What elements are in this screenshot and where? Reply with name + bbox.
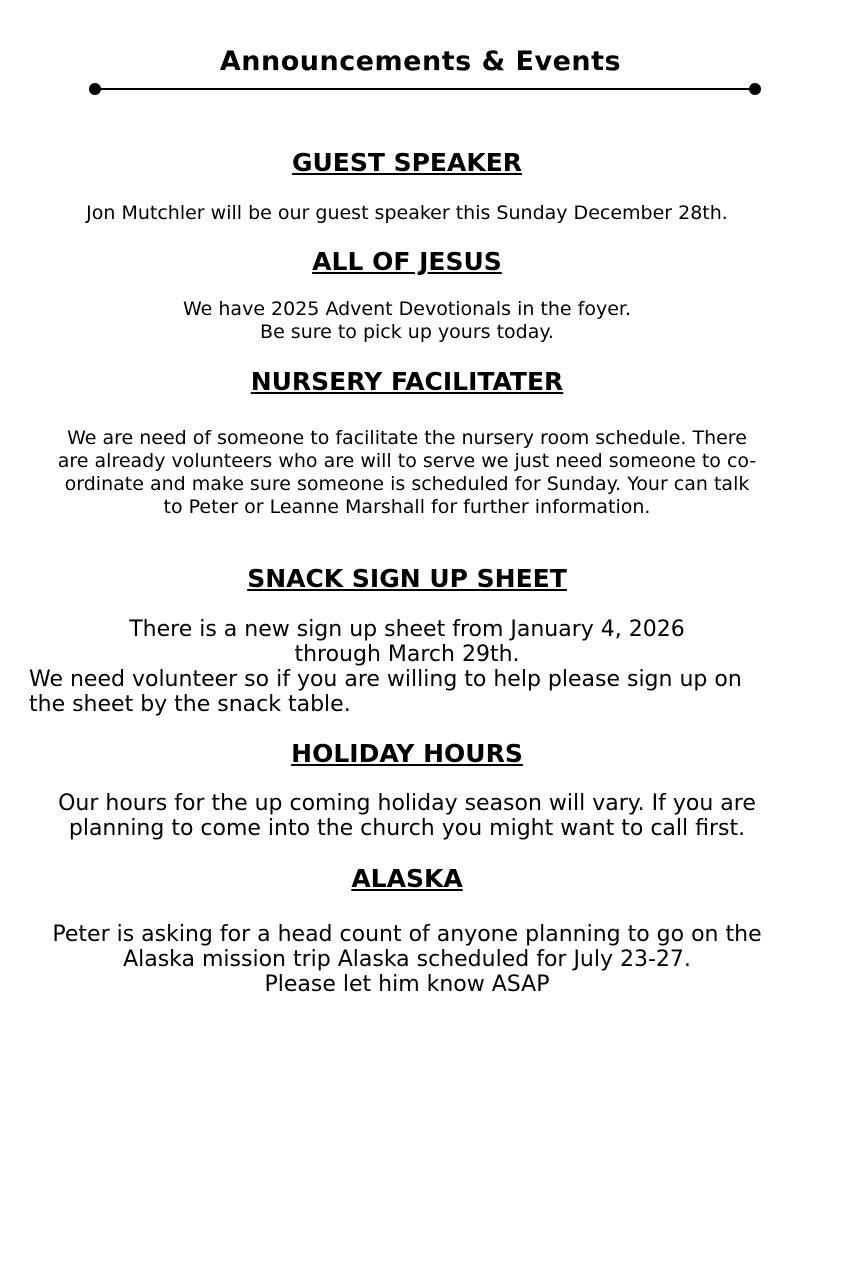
section-heading: SNACK SIGN UP SHEET	[247, 564, 567, 593]
body-line: We are need of someone to facilitate the nursery room schedule. There	[67, 427, 747, 449]
body-line: We have 2025 Advent Devotionals in the foyer.	[182, 298, 632, 320]
divider-dot-right	[749, 83, 761, 95]
body-line: to Peter or Leanne Marshall for further information.	[163, 496, 651, 518]
section-body	[0, 298, 814, 344]
divider-line	[95, 88, 755, 90]
body-line: Jon Mutchler will be our guest speaker this Sunday December 28th.	[86, 202, 728, 224]
body-line: the sheet by the snack table.	[29, 692, 351, 717]
section-body	[0, 202, 814, 225]
body-line: Peter is asking for a head count of anyone planning to go on the	[52, 922, 762, 947]
section-heading: GUEST SPEAKER	[291, 148, 523, 177]
body-line: There is a new sign up sheet from January 4, 2026	[129, 617, 685, 642]
body-line: planning to come into the church you might want to call first.	[68, 816, 746, 841]
body-line: Alaska mission trip Alaska scheduled for July 23-27.	[123, 947, 691, 972]
body-line: We need volunteer so if you are willing to help please sign up on	[29, 667, 742, 692]
body-line: ordinate and make sure someone is scheduled for Sunday. Your can talk	[64, 473, 750, 495]
page-title: Announcements & Events	[219, 46, 622, 77]
body-line: Please let him know ASAP	[264, 972, 550, 997]
body-line: Be sure to pick up yours today.	[260, 321, 554, 343]
section-body	[0, 791, 814, 841]
body-line: through March 29th.	[294, 642, 520, 667]
section-heading: HOLIDAY HOURS	[291, 739, 523, 768]
body-line: Our hours for the up coming holiday season will vary. If you are	[58, 791, 756, 816]
section-body	[0, 617, 814, 717]
section-heading: ALASKA	[351, 864, 463, 893]
section-heading: NURSERY FACILITATER	[250, 367, 564, 396]
divider-dot-left	[89, 83, 101, 95]
section-body	[0, 427, 814, 519]
section-body	[0, 922, 814, 997]
body-line: are already volunteers who are will to serve we just need someone to co-	[57, 450, 757, 472]
section-heading: ALL OF JESUS	[312, 247, 502, 276]
